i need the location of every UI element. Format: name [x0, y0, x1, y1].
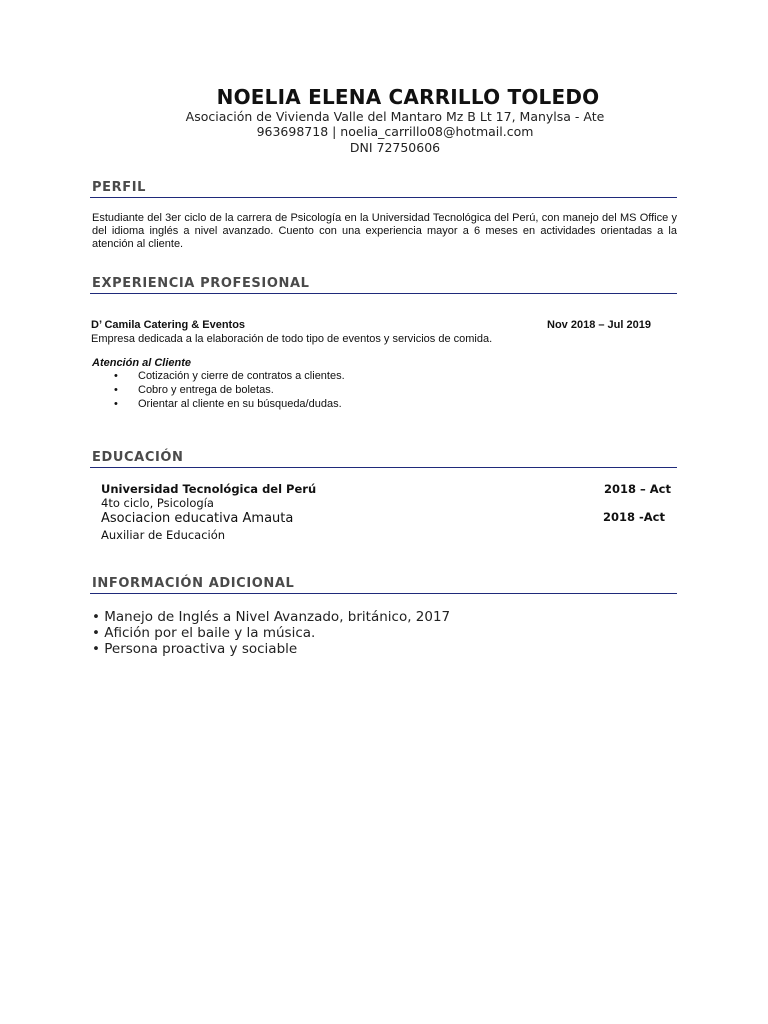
- candidate-name: NOELIA ELENA CARRILLO TOLEDO: [216, 85, 600, 109]
- education-detail: Auxiliar de Educación: [101, 528, 226, 542]
- section-title-perfil: PERFIL: [92, 180, 147, 195]
- list-item: • Persona proactiva y sociable: [92, 641, 298, 657]
- section-divider: [90, 467, 677, 468]
- education-institution: Asociacion educativa Amauta: [101, 511, 294, 526]
- task-list: [102, 369, 345, 411]
- section-title-educacion: EDUCACIÓN: [92, 450, 184, 465]
- list-item: • Manejo de Inglés a Nivel Avanzado, británico, 2017: [92, 609, 451, 625]
- address: Asociación de Vivienda Valle del Mantaro Mz B Lt 17, Manylsa - Ate: [185, 109, 605, 124]
- education-detail: 4to ciclo, Psicología: [101, 496, 214, 510]
- section-divider: [90, 293, 677, 294]
- company-description: Empresa dedicada a la elaboración de todo tipo de eventos y servicios de comida.: [91, 333, 493, 345]
- job-role: Atención al Cliente: [92, 357, 192, 369]
- section-title-experiencia: EXPERIENCIA PROFESIONAL: [92, 276, 310, 291]
- education-dates: 2018 -Act: [603, 510, 665, 524]
- profile-text: Estudiante del 3er ciclo de la carrera de Psicología en la Universidad Tecnológica del Perú, con manejo del MS Office y del idioma inglés a nivel avanzado. Cuento con una experiencia mayor a 6 meses en actividades orientadas a la atención al cliente.: [92, 212, 677, 250]
- company-name: D’ Camila Catering & Eventos: [91, 319, 246, 331]
- section-divider: [90, 593, 677, 594]
- list-item: • Afición por el baile y la música.: [92, 625, 316, 641]
- section-divider: [90, 197, 677, 198]
- experience-dates: Nov 2018 – Jul 2019: [547, 319, 651, 331]
- education-institution: Universidad Tecnológica del Perú: [101, 482, 317, 496]
- dni: DNI 72750606: [349, 140, 441, 155]
- section-title-adicional: INFORMACIÓN ADICIONAL: [92, 576, 295, 591]
- list-item: • Orientar al cliente en su búsqueda/dudas.: [102, 397, 345, 411]
- list-item: • Cotización y cierre de contratos a clientes.: [102, 369, 345, 383]
- education-dates: 2018 – Act: [604, 482, 671, 496]
- additional-info-list: [92, 609, 450, 657]
- list-item: • Cobro y entrega de boletas.: [102, 383, 345, 397]
- phone-email: 963698718 | noelia_carrillo08@hotmail.com: [256, 124, 534, 139]
